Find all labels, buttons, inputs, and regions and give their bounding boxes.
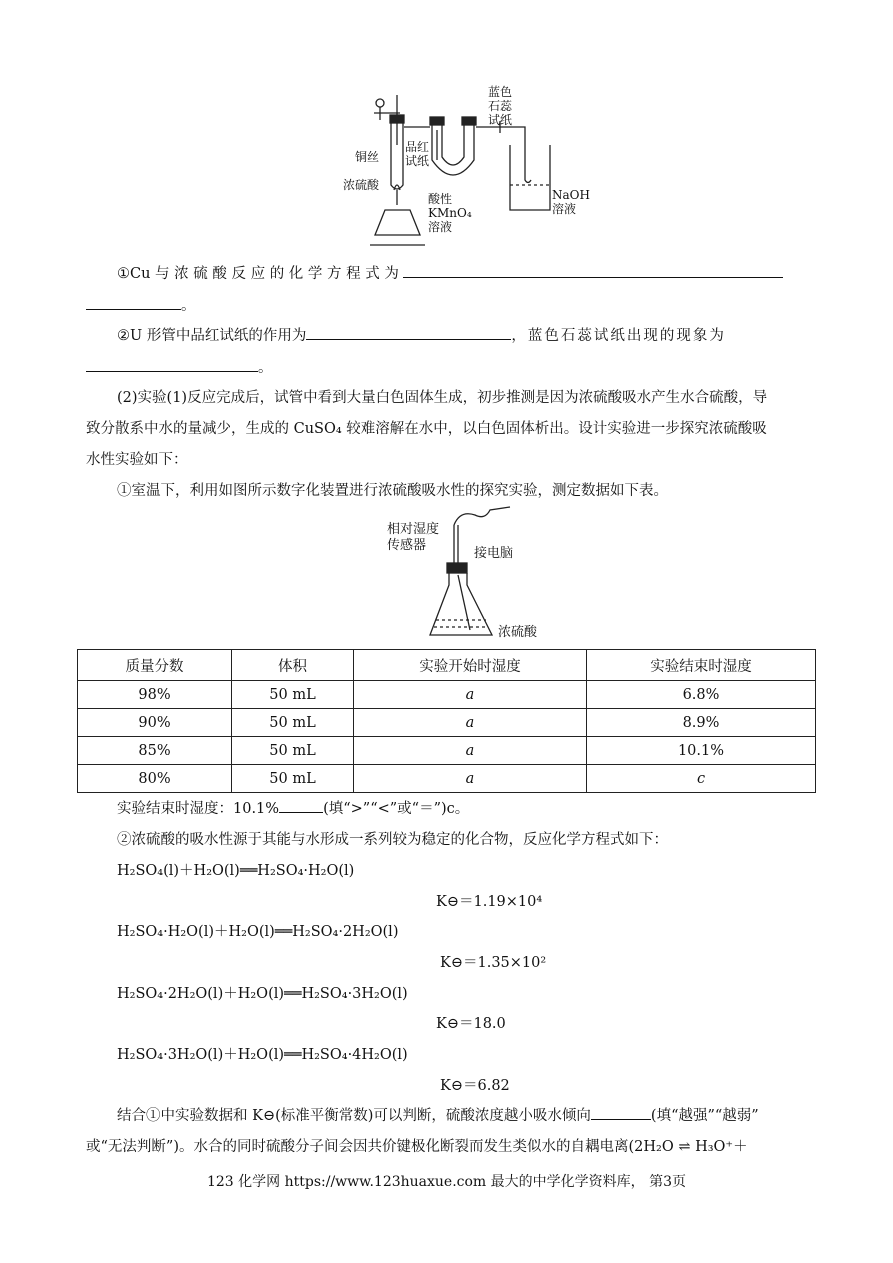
question-2-cont	[86, 356, 273, 377]
para4: ②浓硫酸的吸水性源于其能与水形成一系列较为稳定的化合物，反应化学方程式如下：	[117, 832, 668, 848]
table-cell: 98%	[78, 681, 232, 709]
q2-mid: ，蓝色石蕊试纸出现的现象为	[511, 328, 726, 344]
label-acid-2: 浓硫酸	[498, 625, 538, 640]
label-naoh: NaOH 溶液	[552, 188, 590, 216]
q1-answer-blank[interactable]	[403, 276, 783, 278]
label-blue-litmus: 蓝色 石蕊 试纸	[488, 85, 513, 127]
label-computer: 接电脑	[474, 546, 514, 561]
compare-blank[interactable]	[279, 811, 323, 813]
label-conc-acid: 浓硫酸	[343, 178, 380, 192]
q1-answer-blank-2[interactable]	[86, 308, 181, 310]
para5-line2: 或“无法判断”)。水合的同时硫酸分子间会因共价键极化断裂而发生类似水的自耦电离(2H₂O ⇌ H₃O⁺＋	[86, 1139, 748, 1155]
table-cell: c	[587, 765, 816, 793]
after-table-prefix: 实验结束时湿度：10.1%	[117, 801, 280, 817]
after-table-line	[117, 797, 469, 818]
k-value-3: K⊖＝18.0	[436, 1016, 506, 1032]
para3: ①室温下，利用如图所示数字化装置进行浓硫酸吸水性的探究实验，测定数据如下表。	[117, 483, 668, 499]
label-kmno4: 酸性 KMnO₄ 溶液	[428, 192, 472, 234]
label-copper-wire: 铜丝	[355, 150, 380, 164]
table-header-cell: 实验开始时湿度	[354, 650, 587, 681]
data-table	[77, 649, 816, 793]
page-footer: 123 化学网 https://www.123huaxue.com 最大的中学化学资料库， 第3页	[206, 1174, 687, 1190]
table-cell: 50 mL	[232, 765, 354, 793]
label-pin-paper: 品红 试纸	[405, 140, 430, 168]
table-row	[78, 765, 816, 793]
after-table-suffix: (填“>”“<”或“＝”)c。	[323, 801, 470, 817]
q2-answer-blank-1[interactable]	[306, 338, 511, 340]
q1-tail: 。	[181, 298, 196, 314]
para5-suffix: (填“越强”“越弱”	[650, 1108, 759, 1124]
q2-answer-blank-2[interactable]	[86, 370, 258, 372]
table-cell: 50 mL	[232, 737, 354, 765]
table-cell: 10.1%	[587, 737, 816, 765]
q2-prefix: ②U 形管中品红试纸的作用为	[117, 328, 307, 344]
table-cell: 8.9%	[587, 709, 816, 737]
table-cell: a	[354, 737, 587, 765]
table-row	[78, 681, 816, 709]
question-1-cont	[86, 294, 196, 315]
para2-line1: (2)实验(1)反应完成后，试管中看到大量白色固体生成，初步推测是因为浓硫酸吸水产生水合硫酸，导	[117, 390, 768, 406]
para2-line3: 水性实验如下：	[86, 452, 188, 468]
tendency-blank[interactable]	[591, 1118, 651, 1120]
question-1	[117, 262, 783, 283]
question-2	[117, 324, 726, 345]
table-row	[78, 737, 816, 765]
k-value-1: K⊖＝1.19×10⁴	[436, 894, 543, 910]
equation-1: H₂SO₄(l)＋H₂O(l)══H₂SO₄·H₂O(l)	[117, 863, 355, 879]
table-header-row	[78, 650, 816, 681]
table-cell: a	[354, 765, 587, 793]
equation-2: H₂SO₄·H₂O(l)＋H₂O(l)══H₂SO₄·2H₂O(l)	[117, 924, 399, 940]
table-cell: 80%	[78, 765, 232, 793]
table-cell: 85%	[78, 737, 232, 765]
para5-prefix: 结合①中实验数据和 K⊖(标准平衡常数)可以判断，硫酸浓度越小吸水倾向	[117, 1108, 591, 1124]
table-row	[78, 709, 816, 737]
table-cell: 50 mL	[232, 709, 354, 737]
para5-line1	[117, 1104, 759, 1125]
q1-prefix: ①Cu 与 浓 硫 酸 反 应 的 化 学 方 程 式 为	[117, 266, 399, 282]
k-value-4: K⊖＝6.82	[440, 1078, 510, 1094]
para2-line2: 致分散系中水的量减少，生成的 CuSO₄ 较难溶解在水中，以白色固体析出。设计实验进一步探究浓硫酸吸	[86, 421, 767, 437]
table-header-cell: 体积	[232, 650, 354, 681]
table-cell: 50 mL	[232, 681, 354, 709]
table-cell: a	[354, 681, 587, 709]
q2-tail: 。	[258, 360, 273, 376]
table-cell: 90%	[78, 709, 232, 737]
table-header-cell: 实验结束时湿度	[587, 650, 816, 681]
equation-3: H₂SO₄·2H₂O(l)＋H₂O(l)══H₂SO₄·3H₂O(l)	[117, 986, 408, 1002]
equation-4: H₂SO₄·3H₂O(l)＋H₂O(l)══H₂SO₄·4H₂O(l)	[117, 1047, 408, 1063]
k-value-2: K⊖＝1.35×10²	[440, 955, 547, 971]
label-sensor: 相对湿度 传感器	[387, 522, 440, 553]
table-cell: 6.8%	[587, 681, 816, 709]
table-header-cell: 质量分数	[78, 650, 232, 681]
table-cell: a	[354, 709, 587, 737]
